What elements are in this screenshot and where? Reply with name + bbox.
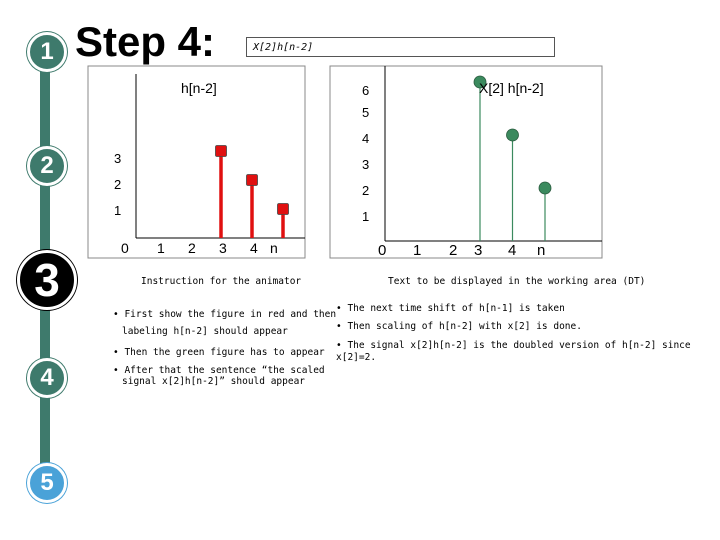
left-y-tick: 1	[114, 203, 122, 218]
left-y-tick: 2	[114, 177, 122, 192]
stem-marker	[507, 129, 519, 141]
right-x-tick: 1	[413, 242, 422, 259]
right-x-tick: 2	[449, 242, 458, 259]
instruction-item: • Then the green figure has to appear	[113, 347, 325, 358]
instructions-title: Instruction for the animator	[141, 276, 302, 287]
instruction-item: • After that the sentence “the scaled	[113, 365, 325, 376]
right-x-tick: n	[537, 242, 546, 259]
right-plot	[330, 66, 602, 258]
step-4-button[interactable]: 4	[27, 358, 67, 398]
left-x-tick: 3	[219, 240, 227, 256]
working-area-item: • Then scaling of h[n-2] with x[2] is done.	[336, 321, 582, 332]
left-x-tick: 1	[157, 240, 165, 256]
plot-frame	[330, 66, 602, 258]
stem-marker	[278, 204, 289, 215]
right-y-tick: 4	[362, 131, 370, 146]
step-2-button[interactable]: 2	[27, 146, 67, 186]
right-x-tick: 3	[474, 242, 483, 259]
instruction-item: • First show the figure in red and then	[113, 309, 337, 320]
left-x-tick: 4	[250, 240, 258, 256]
right-plot-label: X[2] h[n-2]	[479, 80, 544, 96]
instruction-item: labeling h[n-2] should appear	[122, 326, 288, 337]
stem-marker	[539, 182, 551, 194]
header-text: X[2]h[n-2]	[253, 42, 314, 53]
step-1-button[interactable]: 1	[27, 32, 67, 72]
working-area-item: • The next time shift of h[n-1] is taken	[336, 303, 565, 314]
working-area-title: Text to be displayed in the working area (DT)	[388, 276, 646, 287]
stem-marker	[216, 146, 227, 157]
right-y-tick: 6	[362, 83, 370, 98]
right-y-tick: 5	[362, 105, 370, 120]
left-plot-label: h[n-2]	[181, 80, 217, 96]
right-y-tick: 1	[362, 209, 370, 224]
stem-marker	[247, 175, 258, 186]
left-x-tick: n	[270, 240, 278, 256]
step-3-button[interactable]: 3	[17, 250, 77, 310]
left-x-tick: 2	[188, 240, 196, 256]
right-x-tick: 0	[378, 242, 387, 259]
right-x-tick: 4	[508, 242, 517, 259]
left-y-tick: 3	[114, 151, 122, 166]
step-5-button[interactable]: 5	[27, 463, 67, 503]
left-x-tick: 0	[121, 240, 129, 256]
right-y-tick: 3	[362, 157, 370, 172]
instruction-item: signal x[2]h[n-2]” should appear	[122, 376, 306, 387]
right-y-tick: 2	[362, 183, 370, 198]
step-title: Step 4:	[75, 18, 216, 65]
working-area-item: • The signal x[2]h[n-2] is the doubled version of h[n-2] since x[2]=2.	[336, 340, 691, 363]
